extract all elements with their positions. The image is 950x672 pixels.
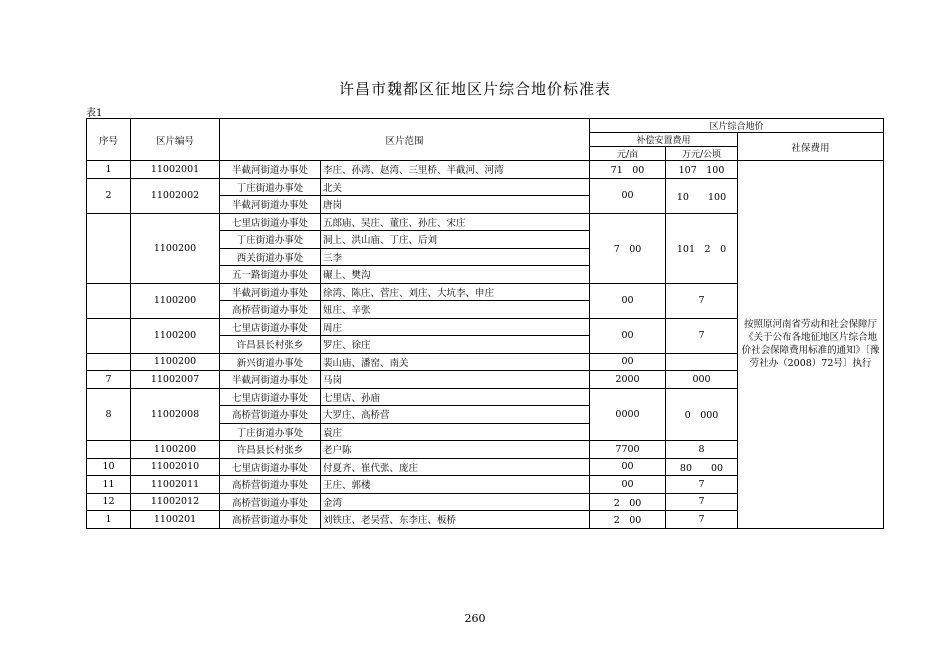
zone-street: 七里店街道办事处: [220, 213, 321, 231]
zone-street: 丁庄街道办事处: [220, 231, 321, 249]
zone-street: 高桥营街道办事处: [220, 511, 321, 529]
zone-price-per-mu: 00: [590, 458, 666, 476]
zone-villages: 老户陈: [321, 441, 590, 459]
zone-street: 半截河街道办事处: [220, 161, 321, 179]
zone-villages: 五郎庙、吴庄、董庄、孙庄、宋庄: [321, 213, 590, 231]
header-composite-price: 区片综合地价: [590, 119, 884, 133]
zone-street: 丁庄街道办事处: [220, 423, 321, 441]
zone-code: 1100200: [131, 213, 220, 283]
zone-street: 半截河街道办事处: [220, 196, 321, 214]
zone-villages: 王庄、郭楼: [321, 476, 590, 494]
header-social: 社保费用: [738, 133, 884, 161]
zone-seq: [87, 318, 131, 353]
zone-price-per-hectare: 10 100: [666, 178, 738, 213]
header-range: 区片范围: [220, 119, 590, 161]
zone-price-per-hectare: [666, 353, 738, 371]
zone-price-per-mu: 00: [590, 283, 666, 318]
zone-street: 新兴街道办事处: [220, 353, 321, 371]
zone-villages: 大罗庄、高桥营: [321, 406, 590, 424]
page-number: 260: [464, 612, 486, 625]
zone-villages: 付夏齐、崔代张、庞庄: [321, 458, 590, 476]
zone-villages: 马岗: [321, 371, 590, 389]
zone-code: 1100200: [131, 353, 220, 371]
zone-villages: 周庄: [321, 318, 590, 336]
zone-street: 高桥营街道办事处: [220, 476, 321, 494]
zone-seq: [87, 441, 131, 459]
zone-code: 1100200: [131, 441, 220, 459]
zone-villages: 三李: [321, 248, 590, 266]
table-row: [87, 161, 884, 179]
header-compensation: 补偿安置费用: [590, 133, 738, 147]
zone-price-per-mu: 2 00: [590, 493, 666, 511]
zone-villages: 李庄、孙湾、赵湾、三里桥、半截河、河湾: [321, 161, 590, 179]
zone-code: 1100200: [131, 318, 220, 353]
zone-villages: 金湾: [321, 493, 590, 511]
zone-street: 半截河街道办事处: [220, 371, 321, 389]
zone-street: 丁庄街道办事处: [220, 178, 321, 196]
zone-price-per-hectare: 7: [666, 283, 738, 318]
zone-street: 半截河街道办事处: [220, 283, 321, 301]
zone-price-per-mu: 7700: [590, 441, 666, 459]
zone-code: 11002008: [131, 388, 220, 441]
zone-villages: 袁庄: [321, 423, 590, 441]
zone-street: 西关街道办事处: [220, 248, 321, 266]
zone-price-per-mu: 7 00: [590, 213, 666, 283]
header-seq: 序号: [87, 119, 131, 161]
zone-price-per-hectare: 107 100: [666, 161, 738, 179]
table-label: 表1: [86, 108, 103, 119]
social-security-note: 按照原河南省劳动和社会保障厅《关于公布各地征地区片综合地价社会保障费用标准的通知》〔豫劳社办（2008）72号〕执行: [738, 161, 884, 529]
zone-seq: 11: [87, 476, 131, 494]
zone-code: 1100200: [131, 283, 220, 318]
zone-price-per-hectare: 101 2 0: [666, 213, 738, 283]
zone-villages: 徐湾、陈庄、菅庄、刘庄、大坑李、申庄: [321, 283, 590, 301]
zone-price-per-mu: 00: [590, 318, 666, 353]
zone-price-per-mu: 2 00: [590, 511, 666, 529]
zone-villages: 北关: [321, 178, 590, 196]
zone-code: 11002007: [131, 371, 220, 389]
zone-code: 11002001: [131, 161, 220, 179]
zone-street: 七里店街道办事处: [220, 318, 321, 336]
zone-price-per-mu: 00: [590, 353, 666, 371]
zone-villages: 裴山庙、潘窑、南关: [321, 353, 590, 371]
page-title: 许昌市魏都区征地区片综合地价标准表: [338, 80, 611, 98]
zone-villages: 罗庄、徐庄: [321, 336, 590, 354]
zone-price-per-mu: 2000: [590, 371, 666, 389]
zone-seq: [87, 213, 131, 283]
zone-street: 五一路街道办事处: [220, 266, 321, 284]
land-price-table: [86, 118, 884, 529]
zone-villages: 妞庄、辛张: [321, 301, 590, 319]
zone-code: 11002012: [131, 493, 220, 511]
zone-code: 11002002: [131, 178, 220, 213]
zone-seq: 10: [87, 458, 131, 476]
zone-seq: [87, 353, 131, 371]
zone-seq: 12: [87, 493, 131, 511]
zone-seq: 8: [87, 388, 131, 441]
header-unit-ha: 万元/公顷: [666, 147, 738, 161]
zone-seq: 7: [87, 371, 131, 389]
zone-price-per-hectare: 7: [666, 511, 738, 529]
zone-street: 七里店街道办事处: [220, 388, 321, 406]
zone-seq: 2: [87, 178, 131, 213]
zone-code: 11002010: [131, 458, 220, 476]
zone-price-per-hectare: 7: [666, 493, 738, 511]
zone-price-per-hectare: 7: [666, 318, 738, 353]
zone-street: 七里店街道办事处: [220, 458, 321, 476]
zone-villages: 洞上、洪山庙、丁庄、后刘: [321, 231, 590, 249]
zone-street: 高桥营街道办事处: [220, 493, 321, 511]
zone-villages: 唐岗: [321, 196, 590, 214]
zone-price-per-mu: 00: [590, 476, 666, 494]
zone-villages: 刘铁庄、老吴营、东李庄、板桥: [321, 511, 590, 529]
zone-seq: [87, 283, 131, 318]
zone-price-per-mu: 0000: [590, 388, 666, 441]
zone-price-per-mu: 00: [590, 178, 666, 213]
zone-villages: 七里店、孙庙: [321, 388, 590, 406]
header-code: 区片编号: [131, 119, 220, 161]
zone-seq: 1: [87, 161, 131, 179]
zone-street: 许昌县长村张乡: [220, 336, 321, 354]
zone-street: 高桥营街道办事处: [220, 406, 321, 424]
zone-price-per-hectare: 8: [666, 441, 738, 459]
zone-street: 许昌县长村张乡: [220, 441, 321, 459]
zone-price-per-hectare: 000: [666, 371, 738, 389]
zone-price-per-mu: 71 00: [590, 161, 666, 179]
zone-price-per-hectare: 0 000: [666, 388, 738, 441]
zone-code: 1100201: [131, 511, 220, 529]
zone-street: 高桥营街道办事处: [220, 301, 321, 319]
zone-seq: 1: [87, 511, 131, 529]
zone-price-per-hectare: 80 00: [666, 458, 738, 476]
zone-villages: 碾上、樊沟: [321, 266, 590, 284]
zone-price-per-hectare: 7: [666, 476, 738, 494]
header-unit-mu: 元/亩: [590, 147, 666, 161]
zone-code: 11002011: [131, 476, 220, 494]
